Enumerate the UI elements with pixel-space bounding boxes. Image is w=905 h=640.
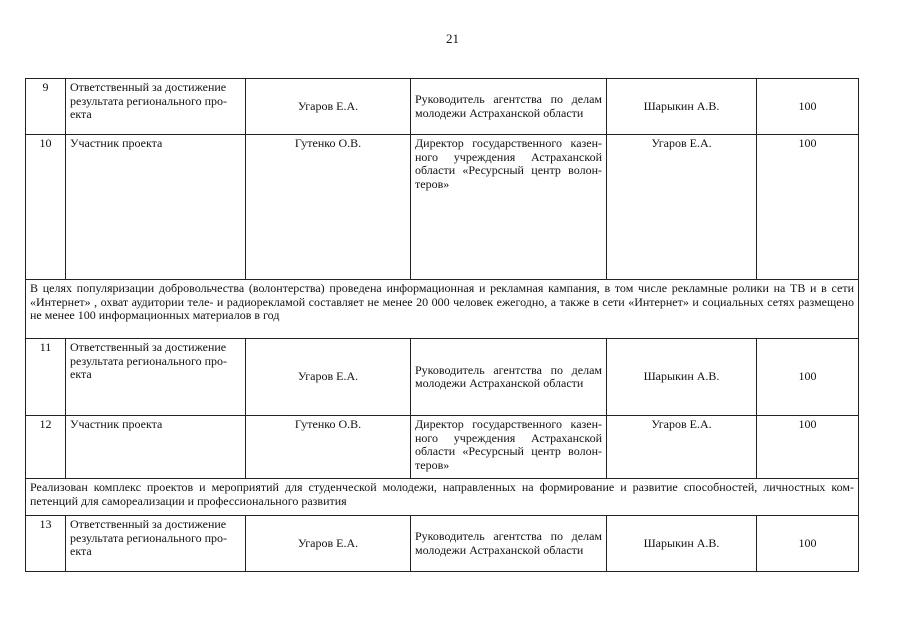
person-cell: Угаров Е.А.	[246, 516, 411, 572]
value-cell: 100	[757, 339, 859, 416]
supervisor-cell: Шарыкин А.В.	[607, 516, 757, 572]
table-row	[26, 416, 859, 479]
responsibility-table	[25, 78, 859, 572]
position-cell: Руководитель агентства по делам молодежи Астраханской области	[411, 79, 607, 135]
row-number: 9	[26, 79, 66, 135]
table-row	[26, 479, 859, 516]
section-note: Реализован комплекс проектов и мероприятий для студенческой молодежи, направленных на формирование и развитие способностей, личностных ком-петенций для самореализации и профессионального развития	[26, 479, 859, 516]
row-number: 10	[26, 135, 66, 280]
row-number: 12	[26, 416, 66, 479]
person-cell: Угаров Е.А.	[246, 79, 411, 135]
role-cell: Участник проекта	[66, 416, 246, 479]
table-row	[26, 135, 859, 280]
supervisor-cell: Шарыкин А.В.	[607, 339, 757, 416]
supervisor-cell: Угаров Е.А.	[607, 416, 757, 479]
role-cell: Ответственный за достижение результата регионального про-екта	[66, 79, 246, 135]
value-cell: 100	[757, 79, 859, 135]
table-row	[26, 280, 859, 339]
person-cell: Угаров Е.А.	[246, 339, 411, 416]
table-row	[26, 339, 859, 416]
section-note: В целях популяризации добровольчества (волонтерства) проведена информационная и рекламная кампания, в том числе рекламные ролики на ТВ и в сети «Интернет» , охват аудитории теле- и радиорекламой составляет не менее 20 000 человек ежегодно, а также в сети «Интернет» и социальных сетях размещено не менее 100 информационных материалов в год	[26, 280, 859, 339]
position-cell: Директор государственного казен-ного учреждения Астраханской области «Ресурсный центр волон-теров»	[411, 135, 607, 280]
supervisor-cell: Шарыкин А.В.	[607, 79, 757, 135]
role-cell: Ответственный за достижение результата регионального про-екта	[66, 339, 246, 416]
value-cell: 100	[757, 416, 859, 479]
role-cell: Ответственный за достижение результата регионального про-екта	[66, 516, 246, 572]
position-cell: Директор государственного казен-ного учреждения Астраханской области «Ресурсный центр волон-теров»	[411, 416, 607, 479]
row-number: 13	[26, 516, 66, 572]
table-row	[26, 516, 859, 572]
row-number: 11	[26, 339, 66, 416]
person-cell: Гутенко О.В.	[246, 416, 411, 479]
person-cell: Гутенко О.В.	[246, 135, 411, 280]
value-cell: 100	[757, 135, 859, 280]
table-row	[26, 79, 859, 135]
position-cell: Руководитель агентства по делам молодежи Астраханской области	[411, 339, 607, 416]
position-cell: Руководитель агентства по делам молодежи Астраханской области	[411, 516, 607, 572]
supervisor-cell: Угаров Е.А.	[607, 135, 757, 280]
page-number: 21	[446, 31, 459, 46]
value-cell: 100	[757, 516, 859, 572]
role-cell: Участник проекта	[66, 135, 246, 280]
